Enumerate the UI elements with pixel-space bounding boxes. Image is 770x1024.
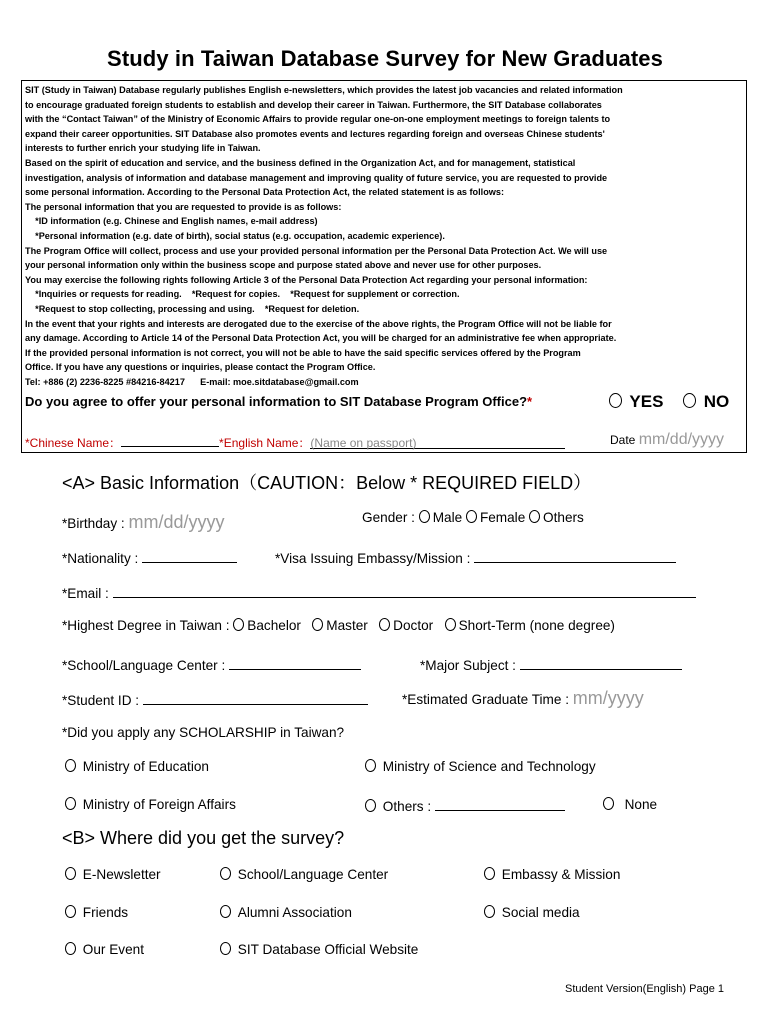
degree-label: *Highest Degree in Taiwan : (62, 618, 230, 633)
gender-male-label: Male (432, 510, 463, 525)
privacy-statement-line: Office. If you have any questions or inquiries, please contact the Program Office. (25, 362, 376, 373)
source-embassy-radio[interactable] (484, 867, 495, 880)
date-field[interactable]: mm/dd/yyyy (638, 431, 725, 448)
visa-field[interactable] (474, 549, 676, 563)
degree-doctor-radio[interactable] (379, 618, 390, 631)
source-school-option[interactable] (220, 867, 388, 882)
source-website-label: SIT Database Official Website (237, 942, 419, 957)
date-row (610, 431, 724, 449)
source-website-option[interactable] (220, 942, 418, 957)
privacy-statement-line: with the “Contact Taiwan” of the Ministry of Economic Affairs to provide regular one-on-one employment meetings to foreign talents to (25, 114, 611, 125)
page-footer: Student Version(English) Page 1 (565, 983, 724, 995)
source-website-radio[interactable] (220, 942, 231, 955)
school-row (62, 656, 361, 673)
scholarship-most-radio[interactable] (365, 759, 376, 772)
email-row (62, 584, 696, 601)
agree-question (25, 394, 532, 409)
privacy-statement-line: your personal information only within the business scope and purpose stated above and never use for other purposes. (25, 260, 542, 271)
gender-others-radio[interactable] (529, 510, 540, 523)
agree-question-text: Do you agree to offer your personal information to SIT Database Program Office? (25, 394, 528, 409)
scholarship-moe-option[interactable] (65, 759, 209, 774)
scholarship-moe-radio[interactable] (65, 759, 76, 772)
scholarship-none-radio[interactable] (603, 797, 614, 810)
grad-time-label: *Estimated Graduate Time : (402, 692, 569, 707)
source-event-label: Our Event (82, 942, 144, 957)
source-alumni-radio[interactable] (220, 905, 231, 918)
source-social-label: Social media (501, 905, 580, 920)
major-label: *Major Subject : (420, 658, 516, 673)
scholarship-most-option[interactable] (365, 759, 596, 774)
privacy-statement-line: *ID information (e.g. Chinese and English names, e-mail address) (25, 216, 318, 227)
scholarship-moe-label: Ministry of Education (82, 759, 209, 774)
gender-female-label: Female (479, 510, 526, 525)
scholarship-others-option[interactable] (365, 797, 565, 814)
degree-short-term-label: Short-Term (none degree) (458, 618, 615, 633)
date-label: Date (610, 433, 636, 447)
grad-time-field[interactable]: mm/yyyy (572, 688, 644, 708)
english-name-label: *English Name： (219, 436, 311, 450)
no-radio[interactable] (683, 393, 696, 408)
page-title: Study in Taiwan Database Survey for New Graduates (107, 46, 663, 71)
nationality-label: *Nationality : (62, 551, 139, 566)
source-alumni-option[interactable] (220, 905, 352, 920)
privacy-statement-line: You may exercise the following rights following Article 3 of the Personal Data Protection Act regarding your personal information: (25, 274, 588, 285)
birthday-label: *Birthday : (62, 516, 125, 531)
scholarship-none-label: None (624, 797, 658, 812)
section-b-heading: <B> Where did you get the survey? (62, 828, 345, 848)
degree-master-radio[interactable] (312, 618, 323, 631)
degree-master-label: Master (326, 618, 368, 633)
name-row (25, 434, 565, 451)
yes-label: YES (629, 392, 664, 411)
privacy-statement-line: SIT (Study in Taiwan) Database regularly publishes English e-newsletters, which provides the latest job vacancies and related information (25, 85, 623, 95)
degree-bachelor-label: Bachelor (247, 618, 301, 633)
source-friends-option[interactable] (65, 905, 128, 920)
privacy-statement-line: investigation, analysis of information and database management and improving quality of future service, you are requested to provide (25, 172, 608, 183)
visa-label: *Visa Issuing Embassy/Mission : (275, 551, 471, 566)
source-friends-label: Friends (82, 905, 129, 920)
scholarship-question: *Did you apply any SCHOLARSHIP in Taiwan? (62, 725, 345, 740)
privacy-statement-line: The Program Office will collect, process and use your provided personal information per the Personal Data Protection Act. We will use (25, 245, 608, 256)
student-id-field[interactable] (143, 691, 368, 705)
section-a-heading: <A> Basic Information（CAUTION：Below * REQUIRED FIELD） (62, 473, 592, 493)
gender-label: Gender : (362, 510, 415, 525)
privacy-statement-line: Based on the spirit of education and service, and the business defined in the Organization Act, and for management, statistical (25, 157, 576, 168)
gender-others-label: Others (543, 510, 584, 525)
scholarship-none-option[interactable] (603, 797, 657, 812)
english-name-field[interactable] (310, 436, 565, 449)
nationality-field[interactable] (142, 549, 237, 563)
birthday-field[interactable]: mm/dd/yyyy (128, 512, 225, 532)
scholarship-mofa-radio[interactable] (65, 797, 76, 810)
privacy-statement-line: any damage. According to Article 14 of the Personal Data Protection Act, you will be charged for an administrative fee when appropriate. (25, 333, 617, 344)
degree-bachelor-radio[interactable] (233, 618, 244, 631)
source-social-radio[interactable] (484, 905, 495, 918)
privacy-statement-line: *Inquiries or requests for reading. *Request for copies. *Request for supplement or correction. (25, 289, 460, 300)
scholarship-others-label: Others : (382, 799, 432, 814)
privacy-statement-line: to encourage graduated foreign students to establish and develop their career in Taiwan. Furthermore, the SIT Database collaborates (25, 99, 602, 110)
scholarship-mofa-option[interactable] (65, 797, 236, 812)
scholarship-others-radio[interactable] (365, 799, 376, 812)
privacy-statement-line: interests to further enrich your studying life in Taiwan. (25, 143, 261, 154)
gender-male-radio[interactable] (419, 510, 430, 523)
agree-yes-option[interactable] (609, 392, 663, 412)
school-field[interactable] (229, 656, 361, 670)
scholarship-mofa-label: Ministry of Foreign Affairs (82, 797, 236, 812)
agree-no-option[interactable] (683, 392, 729, 412)
source-social-option[interactable] (484, 905, 580, 920)
source-enewsletter-label: E-Newsletter (82, 867, 161, 882)
consent-box (21, 80, 747, 453)
degree-doctor-label: Doctor (393, 618, 434, 633)
email-field[interactable] (113, 584, 696, 598)
major-field[interactable] (520, 656, 682, 670)
privacy-statement-line: The personal information that you are requested to provide is as follows: (25, 201, 342, 212)
english-name-placeholder: (Name on passport) (310, 436, 417, 450)
privacy-statement-line: some personal information. According to the Personal Data Protection Act, the related statement is as follows: (25, 187, 504, 198)
scholarship-most-label: Ministry of Science and Technology (382, 759, 596, 774)
source-friends-radio[interactable] (65, 905, 76, 918)
gender-row (362, 510, 584, 525)
grad-time-row (402, 688, 644, 709)
privacy-statement-line: *Request to stop collecting, processing and using. *Request for deletion. (25, 303, 360, 314)
birthday-row (62, 512, 225, 533)
student-id-row (62, 691, 368, 708)
no-label: NO (703, 392, 730, 411)
privacy-statement-line: *Personal information (e.g. date of birth), social status (e.g. occupation, academic experience). (25, 230, 445, 241)
privacy-statement-line: In the event that your rights and interests are derogated due to the exercise of the above rights, the Program Office will not be liable for (25, 318, 612, 329)
source-school-radio[interactable] (220, 867, 231, 880)
source-embassy-label: Embassy & Mission (501, 867, 621, 882)
degree-short-term-radio[interactable] (445, 618, 456, 631)
source-school-label: School/Language Center (237, 867, 389, 882)
student-id-label: *Student ID : (62, 693, 140, 708)
scholarship-others-field[interactable] (435, 797, 565, 811)
privacy-statement-line: If the provided personal information is not correct, you will not be able to have the said specific services offered by the Program (25, 347, 581, 358)
privacy-statement (25, 83, 743, 389)
source-event-option[interactable] (65, 942, 144, 957)
school-label: *School/Language Center : (62, 658, 226, 673)
source-alumni-label: Alumni Association (237, 905, 352, 920)
privacy-statement-line: expand their career opportunities. SIT Database also promotes events and lectures regarding foreign and overseas Chinese students' (25, 128, 605, 139)
privacy-statement-line: Tel: +886 (2) 2236-8225 #84216-84217 E-mail: moe.sitdatabase@gmail.com (25, 376, 359, 387)
chinese-name-label: *Chinese Name： (25, 436, 122, 450)
degree-row (62, 618, 615, 633)
visa-row (275, 549, 676, 566)
source-event-radio[interactable] (65, 942, 76, 955)
gender-female-radio[interactable] (466, 510, 477, 523)
yes-radio[interactable] (609, 393, 622, 408)
major-row (420, 656, 682, 673)
email-label: *Email : (62, 586, 109, 601)
chinese-name-field[interactable] (121, 434, 219, 447)
required-star: * (527, 394, 533, 409)
source-enewsletter-option[interactable] (65, 867, 161, 882)
nationality-row (62, 549, 237, 566)
source-embassy-option[interactable] (484, 867, 620, 882)
source-enewsletter-radio[interactable] (65, 867, 76, 880)
